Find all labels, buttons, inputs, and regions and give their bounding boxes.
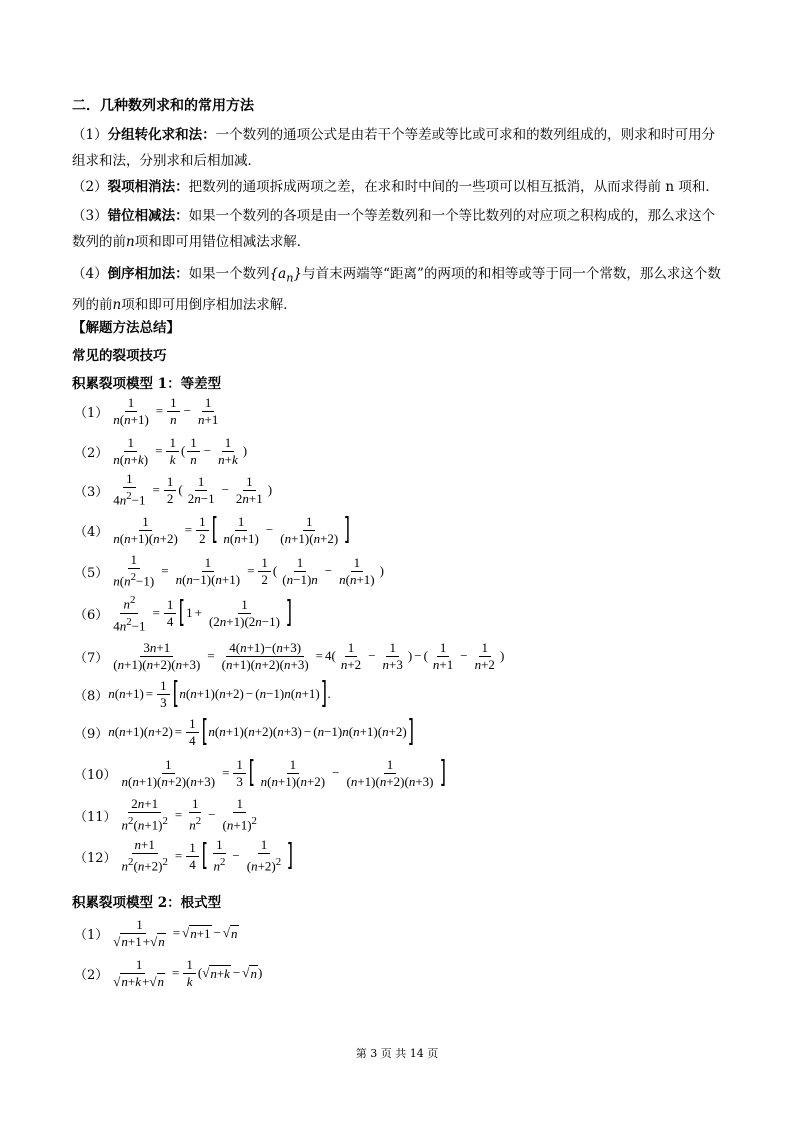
method-2-num: （2） bbox=[72, 179, 108, 195]
method-1: （1）分组转化求和法：一个数列的通项公式是由若干个等差或等比或可求和的数列组成的，则求和时可用分组求和法，分别求和后相加减． bbox=[72, 127, 716, 169]
section-title: 二．几种数列求和的常用方法 bbox=[72, 98, 254, 114]
formula-1: （1） $\frac{1}{n(n+1)}$ = $\frac{1}{n}$ − $\frac{1}{n+1}$ bbox=[74, 394, 219, 427]
method-1-num: （1） bbox=[72, 127, 108, 143]
method-2-name: 裂项相消法 bbox=[107, 179, 176, 195]
summary-title: 【解题方法总结】 bbox=[72, 320, 180, 336]
method-1-name: 分组转化求和法 bbox=[107, 127, 203, 143]
sequence-notation: $\{a_n\}$ bbox=[269, 266, 303, 285]
formula-5: （5） $\frac{1}{n(n^2-1)}$ = $\frac{1}{n(n-1)(n+1)}$ = $\frac{1}{2}$ ( $\frac{1}{(n-1)n}$ − $\frac{1}{n(n+1)}$ ) bbox=[74, 552, 384, 589]
formula-8: （8） n ( n +1) = $\frac{1}{3}$ [ n ( n +1)( n +2) − ( n −1) n ( n +1) ] . bbox=[74, 676, 331, 711]
formula-4: （4） $\frac{1}{n(n+1)(n+2)}$ = $\frac{1}{2}$ [ $\frac{1}{n(n+1)}$ − $\frac{1}{(n+1)(n+2)}$ ] bbox=[74, 512, 351, 547]
formula-7: （7） $\frac{3n+1}{(n+1)(n+2)(n+3)}$ = $\frac{4(n+1)-(n+3)}{(n+1)(n+2)(n+3)}$ = 4( $\frac{1}{n+2}$ − $\frac{1}{n+3}$ ) − ( $\frac{1}{n+1}$ − $\frac{1}{n+2}$ ) bbox=[74, 639, 505, 672]
method-2: （2）裂项相消法：把数列的通项拆成两项之差，在求和时中间的一些项可以相互抵消，从而求得前 n 项和． bbox=[72, 179, 719, 195]
model-2-title: 积累裂项模型 2：根式型 bbox=[72, 895, 222, 911]
formula-11: （11） $\frac{2n+1}{n^2(n+1)^2}$ = $\frac{1}{n^2}$ − $\frac{1}{(n+1)^2}$ bbox=[74, 796, 257, 833]
formula-10: （10） $\frac{1}{n(n+1)(n+2)(n+3)}$ = $\frac{1}{3}$ [ $\frac{1}{n(n+1)(n+2)}$ − $\frac{1}{(n+1)(n+2)(n+3)}$ ] bbox=[74, 755, 446, 790]
radical-formula-1: （1） $\frac{1}{√n+1+√n}$ = √ n+1 − √ n bbox=[74, 916, 238, 949]
page-footer: 第 3 页 共 14 页 bbox=[355, 1047, 439, 1060]
method-3-name: 错位相减法 bbox=[107, 208, 176, 224]
formula-9: （9） n ( n +1)( n +2) = $\frac{1}{4}$ [ n ( n +1)( n +2)( n +3) − ( n −1) n ( n +1)( n +2) ] bbox=[74, 714, 414, 749]
formula-6: （6） $\frac{n^2}{4n^2-1}$ = $\frac{1}{4}$ [ 1 + $\frac{1}{(2n+1)(2n-1)}$ ] bbox=[74, 594, 293, 633]
method-2-text: 把数列的通项拆成两项之差，在求和时中间的一些项可以相互抵消，从而求得前 n 项和． bbox=[188, 179, 719, 195]
formula-12: （12） $\frac{n+1}{n^2(n+2)^2}$ = $\frac{1}{4}$ [ $\frac{1}{n^2}$ − $\frac{1}{(n+2)^2}$ ] bbox=[74, 837, 294, 874]
method-3: （3）错位相减法：如果一个数列的各项是由一个等差数列和一个等比数列的对应项之积构成的，那么求这个数列的前n项和即可用错位相减法求解． bbox=[72, 208, 716, 250]
common-title: 常见的裂项技巧 bbox=[72, 348, 167, 364]
radical-formula-2: （2） $\frac{1}{√n+k+√n}$ = $\frac{1}{k}$ (√ n+k − √ n ) bbox=[74, 956, 263, 989]
formula-3: （3） $\frac{1}{4n^2-1}$ = $\frac{1}{2}$ ( $\frac{1}{2n-1}$ − $\frac{1}{2n+1}$ ) bbox=[74, 471, 273, 508]
method-4: （4）倒序相加法：如果一个数列$\{a_n\}$与首末两端等“距离”的两项的和相等或等于同一个常数，那么求这个数列的前n项和即可用倒序相加法求解． bbox=[72, 266, 721, 313]
method-1-text: 一个数列的通项公式是由若干个等差或等比或可求和的数列组成的，则求和时可用分组求和法，分别求和后相加减． bbox=[72, 127, 716, 169]
model-1-title: 积累裂项模型 1：等差型 bbox=[72, 376, 222, 392]
formula-2: （2） $\frac{1}{n(n+k)}$ = $\frac{1}{k}$ ( $\frac{1}{n}$ − $\frac{1}{n+k}$ ) bbox=[74, 434, 248, 467]
method-4-name: 倒序相加法 bbox=[107, 266, 176, 282]
